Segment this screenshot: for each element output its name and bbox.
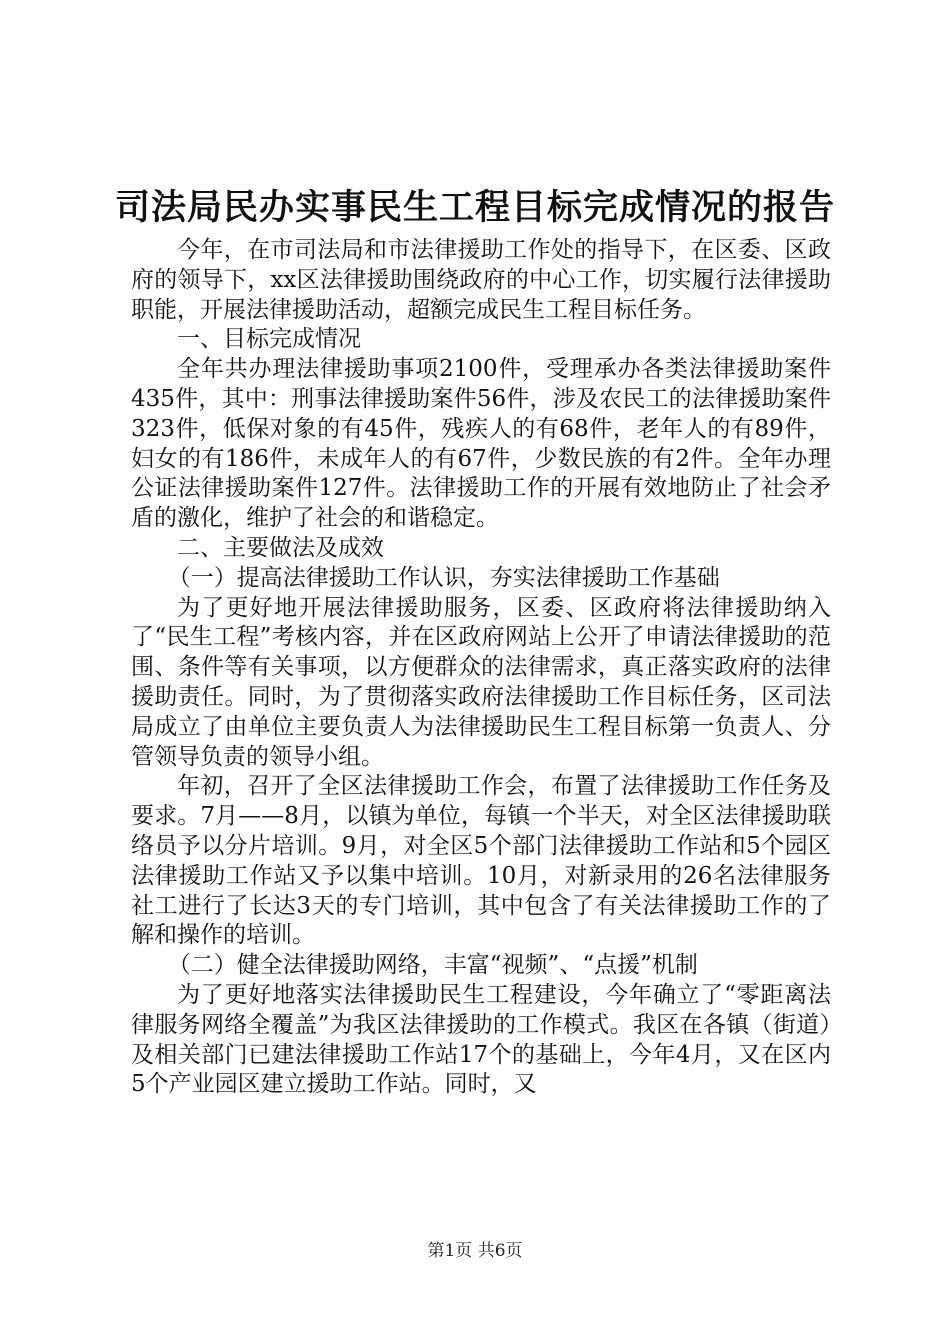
page-number-footer: 第1页 共6页 [427,1241,523,1261]
section-heading-1: 一、目标完成情况 [177,326,361,353]
section-heading-2: 二、主要做法及成效 [177,534,384,561]
subsection-heading-2: （二）健全法律援助网络，丰富“视频”、“点援”机制 [167,952,698,979]
intro-paragraph: 今年，在市司法局和市法律援助工作处的指导下，在区委、区政府的领导下，xx区法律援助围绕政府的中心工作，切实履行法律援助职能，开展法律援助活动，超额完成民生工程目标任务。 [131,237,831,323]
paragraph-measures-2: 年初，召开了全区法律援助工作会，布置了法律援助工作任务及要求。7月——8月，以镇为单位，每镇一个半天，对全区法律援助联络员予以分片培训。9月，对全区5个部门法律援助工作站和5个园区法律援助工作站又予以集中培训。10月，对新录用的26名法律服务社工进行了长达3天的专门培训，其中包含了有关法律援助工作的了解和操作的培训。 [131,773,831,949]
subsection-heading-1: （一）提高法律援助工作认识，夯实法律援助工作基础 [167,564,720,591]
document-body [131,236,831,1100]
paragraph-measures-1: 为了更好地开展法律援助服务，区委、区政府将法律援助纳入了“民生工程”考核内容，并在区政府网站上公开了申请法律援助的范围、条件等有关事项，以方便群众的法律需求，真正落实政府的法律援助责任。同时，为了贯彻落实政府法律援助工作目标任务，区司法局成立了由单位主要负责人为法律援助民生工程目标第一负责人、分管领导负责的领导小组。 [131,594,831,770]
paragraph-targets: 全年共办理法律援助事项2100件，受理承办各类法律援助案件435件，其中：刑事法律援助案件56件，涉及农民工的法律援助案件323件，低保对象的有45件，残疾人的有68件，老年人的有89件，妇女的有186件，未成年人的有67件，少数民族的有2件。全年办理公证法律援助案件127件。法律援助工作的开展有效地防止了社会矛盾的激化，维护了社会的和谐稳定。 [131,356,831,532]
document-title: 司法局民办实事民生工程目标完成情况的报告 [114,187,835,228]
paragraph-network: 为了更好地落实法律援助民生工程建设，今年确立了“零距离法律服务网络全覆盖”为我区法律援助的工作模式。我区在各镇（街道）及相关部门已建法律援助工作站17个的基础上，今年4月，又在区内5个产业园区建立援助工作站。同时，又 [131,981,831,1098]
